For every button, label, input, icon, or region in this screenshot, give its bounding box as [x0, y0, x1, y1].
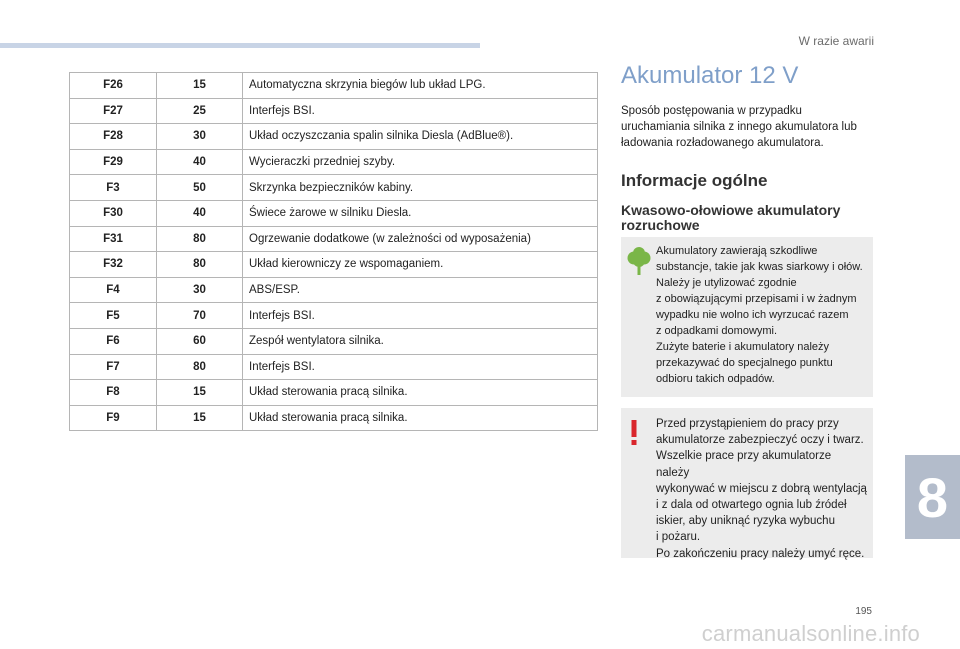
amperage-cell: 25 — [157, 98, 243, 124]
description-cell: Układ sterowania pracą silnika. — [243, 380, 598, 406]
general-info-heading: Informacje ogólne — [621, 171, 768, 190]
description-cell: Automatyczna skrzynia biegów lub układ LPG. — [243, 73, 598, 99]
fuse-id-cell: F9 — [70, 405, 157, 431]
amperage-cell: 30 — [157, 124, 243, 150]
table-row — [70, 200, 598, 226]
description-cell: Zespół wentylatora silnika. — [243, 328, 598, 354]
warning-note — [621, 408, 873, 558]
table-row — [70, 354, 598, 380]
lead-acid-subheading: Kwasowo-ołowiowe akumulatory rozruchowe — [621, 202, 841, 233]
note-line: i z dala od otwartego ognia lub źródeł — [656, 499, 847, 512]
note-line: z odpadkami domowymi. — [656, 325, 778, 337]
description-cell: Ogrzewanie dodatkowe (w zależności od wyposażenia) — [243, 226, 598, 252]
note-line: i pożaru. — [656, 531, 701, 544]
environment-note-text — [656, 243, 873, 387]
note-line: przekazywać do specjalnego punktu — [656, 357, 833, 369]
note-line: iskier, aby uniknąć ryzyka wybuchu — [656, 515, 835, 528]
fuse-id-cell: F26 — [70, 73, 157, 99]
table-row — [70, 124, 598, 150]
note-line: substancje, takie jak kwas siarkowy i ołów. — [656, 261, 863, 273]
note-line: Akumulatory zawierają szkodliwe — [656, 245, 818, 257]
section-title: Akumulator 12 V — [621, 62, 799, 89]
amperage-cell: 15 — [157, 380, 243, 406]
table-row — [70, 73, 598, 99]
description-cell: Interfejs BSI. — [243, 98, 598, 124]
chapter-tab: 8 — [905, 455, 960, 539]
table-row — [70, 405, 598, 431]
amperage-cell: 50 — [157, 175, 243, 201]
table-row — [70, 303, 598, 329]
fuse-id-cell: F29 — [70, 149, 157, 175]
table-row — [70, 380, 598, 406]
note-line: wypadku nie wolno ich wyrzucać razem — [656, 309, 849, 321]
fuse-table — [69, 72, 598, 431]
note-line: wykonywać w miejscu z dobrą wentylacją — [656, 482, 867, 495]
table-row — [70, 98, 598, 124]
amperage-cell: 30 — [157, 277, 243, 303]
page-number: 195 — [855, 606, 872, 617]
watermark: carmanualsonline.info — [701, 621, 920, 646]
fuse-id-cell: F4 — [70, 277, 157, 303]
description-cell: Układ sterowania pracą silnika. — [243, 405, 598, 431]
table-row — [70, 149, 598, 175]
fuse-id-cell: F8 — [70, 380, 157, 406]
environment-note — [621, 237, 873, 397]
warning-note-text — [656, 416, 873, 562]
description-cell: Interfejs BSI. — [243, 354, 598, 380]
intro-text: Sposób postępowania w przypadku uruchamiania silnika z innego akumulatora lub ładowania rozładowanego akumulatora. — [621, 105, 857, 149]
table-row — [70, 328, 598, 354]
section-label: W razie awarii — [798, 34, 874, 48]
note-line: Po zakończeniu pracy należy umyć ręce. — [656, 547, 865, 560]
amperage-cell: 70 — [157, 303, 243, 329]
description-cell: Układ oczyszczania spalin silnika Diesla (AdBlue®). — [243, 124, 598, 150]
table-row — [70, 226, 598, 252]
table-row — [70, 277, 598, 303]
fuse-id-cell: F32 — [70, 252, 157, 278]
fuse-id-cell: F31 — [70, 226, 157, 252]
fuse-id-cell: F3 — [70, 175, 157, 201]
amperage-cell: 15 — [157, 73, 243, 99]
amperage-cell: 15 — [157, 405, 243, 431]
note-line: odbioru takich odpadów. — [656, 373, 775, 385]
amperage-cell: 40 — [157, 149, 243, 175]
amperage-cell: 80 — [157, 252, 243, 278]
description-cell: ABS/ESP. — [243, 277, 598, 303]
description-cell: Układ kierowniczy ze wspomaganiem. — [243, 252, 598, 278]
exclamation-icon — [629, 420, 639, 451]
note-line: akumulatorze zabezpieczyć oczy i twarz. — [656, 434, 864, 447]
battery-section — [621, 62, 873, 233]
fuse-id-cell: F7 — [70, 354, 157, 380]
amperage-cell: 80 — [157, 226, 243, 252]
table-row — [70, 175, 598, 201]
description-cell: Świece żarowe w silniku Diesla. — [243, 200, 598, 226]
fuse-id-cell: F5 — [70, 303, 157, 329]
header-accent-bar — [0, 43, 480, 48]
fuse-id-cell: F28 — [70, 124, 157, 150]
fuse-id-cell: F30 — [70, 200, 157, 226]
note-line: Wszelkie prace przy akumulatorze należy — [656, 450, 832, 479]
amperage-cell: 80 — [157, 354, 243, 380]
description-cell: Skrzynka bezpieczników kabiny. — [243, 175, 598, 201]
tree-icon — [625, 247, 653, 282]
note-line: Zużyte baterie i akumulatory należy — [656, 341, 830, 353]
amperage-cell: 40 — [157, 200, 243, 226]
description-cell: Wycieraczki przedniej szyby. — [243, 149, 598, 175]
note-line: Przed przystąpieniem do pracy przy — [656, 418, 839, 430]
amperage-cell: 60 — [157, 328, 243, 354]
note-line: z obowiązującymi przepisami i w żadnym — [656, 293, 857, 305]
table-row — [70, 252, 598, 278]
note-line: Należy je utylizować zgodnie — [656, 277, 797, 289]
fuse-id-cell: F6 — [70, 328, 157, 354]
description-cell: Interfejs BSI. — [243, 303, 598, 329]
fuse-id-cell: F27 — [70, 98, 157, 124]
